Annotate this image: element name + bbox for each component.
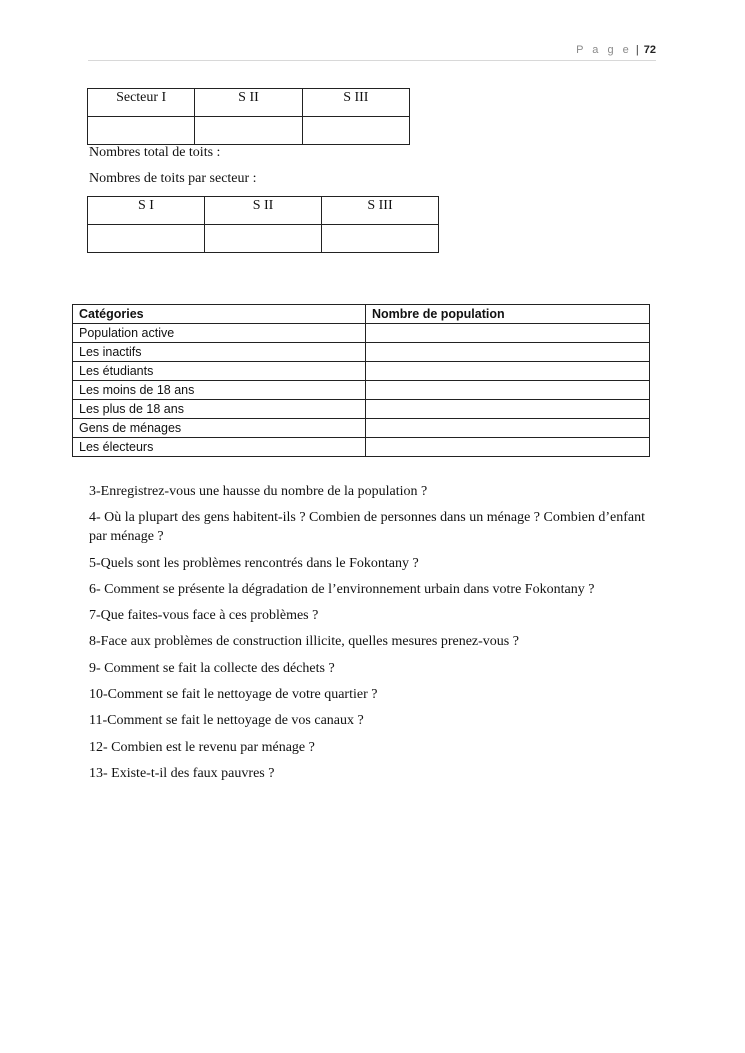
page-label: P a g e bbox=[576, 44, 632, 56]
sector-table-row bbox=[88, 117, 410, 145]
population-cell bbox=[366, 381, 650, 400]
roofs-table-row bbox=[88, 225, 439, 253]
question-item: 4- Où la plupart des gens habitent-ils ? Combien de personnes dans un ménage ? Combien d’enfant par ménage ? bbox=[89, 510, 645, 545]
roofs-table-cell bbox=[88, 225, 205, 253]
roofs-table bbox=[87, 196, 439, 253]
population-cell bbox=[366, 400, 650, 419]
population-table bbox=[72, 304, 650, 457]
table-row bbox=[73, 400, 650, 419]
question-item: 6- Comment se présente la dégradation de l’environnement urbain dans votre Fokontany ? bbox=[89, 581, 595, 597]
sector-table-header: S II bbox=[195, 89, 302, 117]
population-cell bbox=[366, 343, 650, 362]
question-item: 12- Combien est le revenu par ménage ? bbox=[89, 739, 315, 755]
category-cell: Les inactifs bbox=[73, 343, 366, 362]
table-row bbox=[73, 343, 650, 362]
question-item: 8-Face aux problèmes de construction illicite, quelles mesures prenez-vous ? bbox=[89, 634, 519, 650]
population-table-header-row bbox=[73, 305, 650, 324]
question-item: 10-Comment se fait le nettoyage de votre quartier ? bbox=[89, 687, 378, 703]
roofs-table-cell bbox=[205, 225, 322, 253]
sector-table-cell bbox=[302, 117, 409, 145]
questions-list bbox=[89, 482, 649, 790]
category-cell: Population active bbox=[73, 324, 366, 343]
category-column-header: Catégories bbox=[73, 305, 366, 324]
population-cell bbox=[366, 362, 650, 381]
table-row bbox=[73, 381, 650, 400]
category-cell: Les électeurs bbox=[73, 438, 366, 457]
category-cell: Les étudiants bbox=[73, 362, 366, 381]
table-row bbox=[73, 324, 650, 343]
population-cell bbox=[366, 419, 650, 438]
population-cell bbox=[366, 324, 650, 343]
question-item: 3-Enregistrez-vous une hausse du nombre de la population ? bbox=[89, 484, 428, 499]
page-header bbox=[88, 44, 656, 61]
population-cell bbox=[366, 438, 650, 457]
page-separator: | bbox=[635, 44, 639, 56]
sector-table-header: Secteur I bbox=[88, 89, 195, 117]
question-item: 13- Existe-t-il des faux pauvres ? bbox=[89, 765, 275, 781]
question-item: 9- Comment se fait la collecte des déchets ? bbox=[89, 660, 335, 676]
roofs-table-cell bbox=[322, 225, 439, 253]
sector-table-header: S III bbox=[302, 89, 409, 117]
page-number: 72 bbox=[643, 44, 656, 56]
table-row bbox=[73, 362, 650, 381]
sector-table-header-row bbox=[88, 89, 410, 117]
category-cell: Les plus de 18 ans bbox=[73, 400, 366, 419]
roofs-table-header: S II bbox=[205, 197, 322, 225]
total-roofs-label: Nombres total de toits : bbox=[89, 145, 221, 160]
question-item: 5-Quels sont les problèmes rencontrés dans le Fokontany ? bbox=[89, 555, 419, 571]
sector-table-cell bbox=[88, 117, 195, 145]
category-cell: Gens de ménages bbox=[73, 419, 366, 438]
roofs-table-header-row bbox=[88, 197, 439, 225]
sector-table bbox=[87, 88, 410, 145]
question-item: 7-Que faites-vous face à ces problèmes ? bbox=[89, 608, 319, 624]
population-column-header: Nombre de population bbox=[366, 305, 650, 324]
sector-table-cell bbox=[195, 117, 302, 145]
question-item: 11-Comment se fait le nettoyage de vos canaux ? bbox=[89, 713, 364, 729]
category-cell: Les moins de 18 ans bbox=[73, 381, 366, 400]
table-row bbox=[73, 438, 650, 457]
roofs-table-header: S III bbox=[322, 197, 439, 225]
table-row bbox=[73, 419, 650, 438]
roofs-per-sector-label: Nombres de toits par secteur : bbox=[89, 171, 257, 186]
roofs-table-header: S I bbox=[88, 197, 205, 225]
